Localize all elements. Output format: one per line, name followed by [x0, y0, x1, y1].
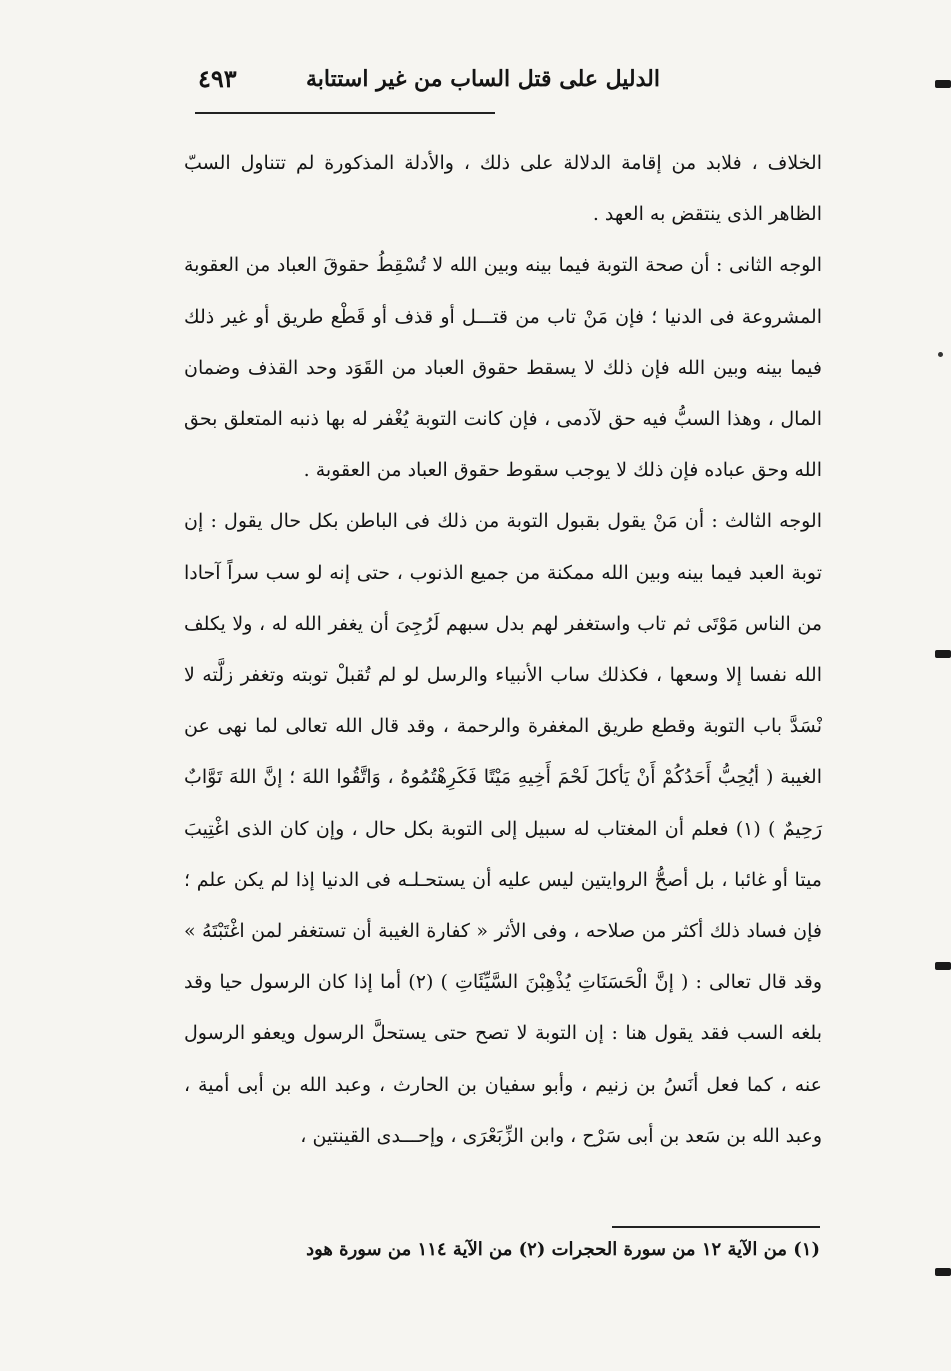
scan-edge-mark [935, 80, 951, 88]
header-rule [195, 112, 495, 114]
paragraph: الخلاف ، فلابد من إقامة الدلالة على ذلك ، والأدلة المذكورة لم تتناول السبّ الظاهر الذى ينتقض به العهد . [184, 152, 822, 226]
scan-edge-mark [935, 962, 951, 970]
paragraph: الوجه الثانى : أن صحة التوبة فيما بينه وبين الله لا تُسْقِطُ حقوقَ العباد من العقوبة المشروعة فى الدنيا ؛ فإن مَنْ تاب من قتـــل أو قذف أو قَطْع طريق أو غير ذلك فيما بينه وبين الله فإن ذلك لا يسقط حقوق العباد من القَوَد وحد القذف وضمان المال ، وهذا السبُّ فيه حق لآدمى ، فإن كانت التوبة يُغْفر له بها ذنبه المتعلق بحق الله وحق عباده فإن ذلك لا يوجب سقوط حقوق العباد من العقوبة . [184, 254, 822, 482]
scan-edge-mark [935, 650, 951, 658]
page-header [190, 60, 820, 110]
scan-edge-mark [935, 1268, 951, 1276]
footnote-rule [612, 1226, 820, 1228]
body-text [184, 138, 822, 1162]
footnote: (١) من الآية ١٢ من سورة الحجرات (٢) من الآية ١١٤ من سورة هود [306, 1239, 820, 1260]
page-number: ٤٩٣ [198, 64, 237, 93]
paragraph: الوجه الثالث : أن مَنْ يقول بقبول التوبة من ذلك فى الباطن بكل حال يقول : إن توبة العبد فيما بينه وبين الله ممكنة من جميع الذنوب ، حتى إنه لو سب سراً آحادا من الناس مَوْتَى ثم تاب واستغفر لهم بدل سبهم لَرُجِىَ أن يغفر الله له ، ولا يكلف الله نفسا إلا وسعها ، فكذلك ساب الأنبياء والرسل لو لم تُقبلْ توبته وتغفر زلَّته لا نْسَدَّ باب التوبة وقطع طريق المغفرة والرحمة ، وقد قال الله تعالى لما نهى عن الغيبة ( أيُحِبُّ أَحَدُكُمْ أَنْ يَأكلَ لَحْمَ أَخِيهِ مَيْتًا فَكَرِهْتُمُوهُ ، وَاتَّقُوا اللهَ ؛ إنَّ اللهَ تَوَّابٌ رَحِيمٌ ) (١) فعلم أن المغتاب له سبيل إلى التوبة بكل حال ، وإن كان الذى اغْتِيبَ ميتا أو غائبا ، بل أصحُّ الروايتين ليس عليه أن يستحـلـه فى الدنيا إذا لم يكن علم ؛ فإن فساد ذلك أكثر من صلاحه ، وفى الأثر « كفارة الغيبة أن تستغفر لمن اغْتَبْتَهُ » وقد قال تعالى : ( إنَّ الْحَسَنَاتِ يُذْهِبْنَ السَّيِّئَاتِ ) (٢) أما إذا كان الرسول حيا وقد بلغه السب فقد يقول هنا : إن التوبة لا تصح حتى يستحلَّ الرسول ويعفو الرسول عنه ، كما فعل أنَسُ بن زنيم ، وأبو سفيان بن الحارث ، وعبد الله بن أبى أمية ، وعبد الله بن سَعد بن أبى سَرْح ، وابن الزِّبَعْرَى ، وإحـــدى القينتين ، [184, 510, 823, 1147]
running-title: الدليل على قتل الساب من غير استتابة [306, 66, 660, 92]
scan-dot-mark [938, 352, 943, 357]
